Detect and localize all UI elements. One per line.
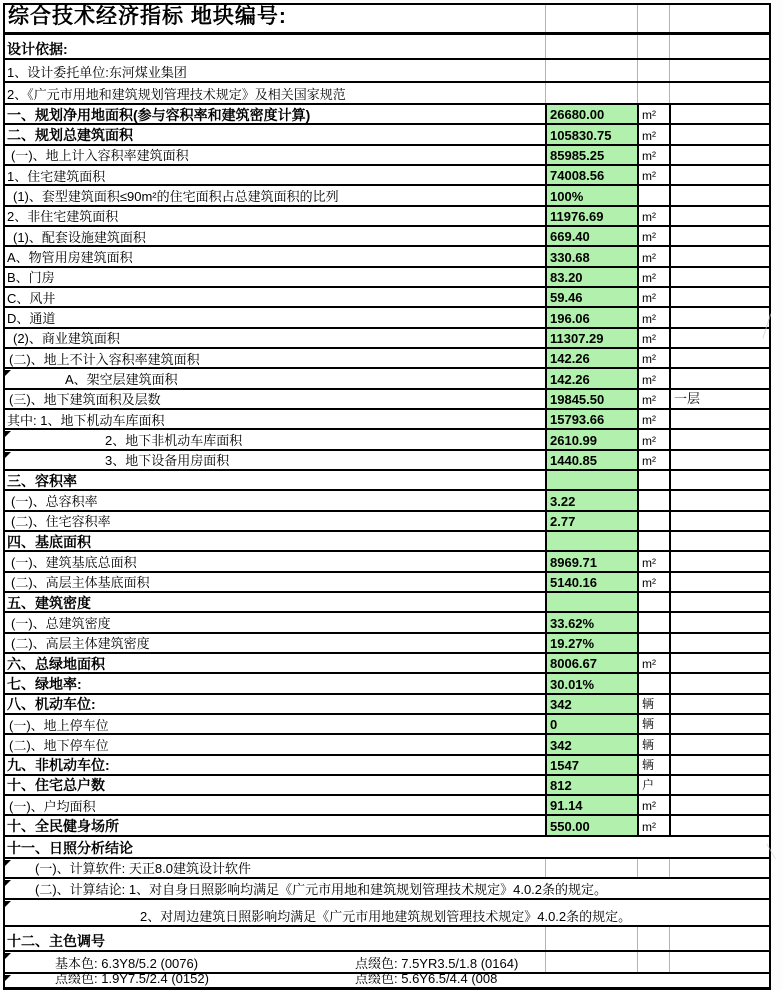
row-label: [5, 125, 545, 143]
value-cell: 91.14: [545, 796, 637, 814]
row-label: [5, 451, 545, 469]
remark-cell: [669, 349, 769, 367]
row-label: [5, 491, 545, 509]
remark-cell: [669, 552, 769, 570]
value-cell: 669.40: [545, 227, 637, 245]
remark-cell: [669, 329, 769, 347]
row-label: [5, 634, 545, 652]
row-label-text: 2、非住宅建筑面积: [7, 209, 119, 225]
row-label: [5, 308, 545, 326]
row-label-text: (一)、总容积率: [11, 493, 98, 509]
table-row: [5, 288, 769, 308]
row-label: [5, 166, 545, 184]
table-row: [5, 390, 769, 410]
row-label-text: 设计依据:: [7, 41, 68, 58]
row-label: [5, 674, 545, 692]
remark-cell: [669, 247, 769, 265]
table-row: [5, 971, 769, 990]
value-cell: 0: [545, 715, 637, 733]
remark-cell: [669, 859, 769, 877]
remark-cell: [669, 573, 769, 591]
table-row: [5, 756, 769, 776]
table-row: [5, 349, 769, 369]
unit-cell: m²: [637, 146, 669, 164]
row-label-text: 2、对周边建筑日照影响均满足《广元市用地建筑规划管理技术规定》4.0.2条的规定。: [140, 909, 632, 925]
row-label-text: (二)、地下停车位: [9, 737, 109, 753]
table-row: [5, 369, 769, 389]
row-label-text: 3、地下设备用房面积: [105, 453, 230, 469]
value-cell: 1440.85: [545, 451, 637, 469]
value-cell: [545, 593, 637, 611]
table-row: [5, 83, 769, 105]
unit-cell: m²: [637, 308, 669, 326]
row-label-text: (一)、计算软件: 天正8.0建筑设计软件: [35, 861, 251, 877]
row-label: [5, 796, 545, 814]
row-label: [5, 695, 545, 713]
table-row: [5, 512, 769, 532]
table-row: [5, 837, 769, 859]
row-label-text: 基本色: 6.3Y8/5.2 (0076): [55, 956, 199, 972]
row-label-text: A、物管用房建筑面积: [7, 249, 133, 265]
row-label-text: D、通道: [7, 310, 56, 326]
row-label: [5, 60, 545, 81]
row-label-text: 2、《广元市用地和建筑规划管理技术规定》及相关国家规范: [7, 87, 346, 103]
value-cell: 74008.56: [545, 166, 637, 184]
table-row: [5, 735, 769, 755]
row-label-text: 其中: 1、地下机动车库面积: [7, 412, 165, 428]
row-label: [5, 776, 545, 794]
remark-cell: [669, 268, 769, 286]
table-row: [5, 634, 769, 654]
table-row: [5, 308, 769, 328]
table-row: [5, 654, 769, 674]
value-cell: 1547: [545, 756, 637, 774]
row-label-secondary: 点缀色: 7.5YR3.5/1.8 (0164): [355, 956, 519, 972]
row-label: [5, 573, 545, 591]
table-row-title: [5, 5, 769, 35]
row-label: [5, 654, 545, 672]
remark-cell: [669, 451, 769, 469]
row-label: [5, 971, 769, 987]
value-cell: 11307.29: [545, 329, 637, 347]
row-label-text: C、风井: [7, 290, 56, 306]
unit-cell: m²: [637, 349, 669, 367]
row-label: [5, 900, 769, 925]
unit-cell: m²: [637, 227, 669, 245]
unit-cell: m²: [637, 552, 669, 570]
value-cell: 59.46: [545, 288, 637, 306]
row-label: [5, 186, 545, 204]
remark-cell: [669, 927, 769, 950]
unit-cell: [637, 674, 669, 692]
corner-flag-icon: [3, 953, 11, 961]
table-row: [5, 573, 769, 593]
row-label: [5, 369, 545, 387]
value-cell: 15793.66: [545, 410, 637, 428]
row-label-text: 十、住宅总户数: [7, 777, 105, 794]
row-label-secondary: 点缀色: 5.6Y6.5/4.4 (008: [355, 971, 498, 987]
corner-flag-icon: [3, 860, 11, 868]
row-label-text: (二)、高层主体建筑密度: [11, 636, 150, 652]
unit-cell: m²: [637, 105, 669, 123]
unit-cell: [637, 186, 669, 204]
remark-cell: [669, 735, 769, 753]
unit-cell: m²: [637, 369, 669, 387]
remark-cell: [669, 634, 769, 652]
corner-flag-icon: [3, 880, 11, 888]
value-cell: 142.26: [545, 349, 637, 367]
table-row: [5, 900, 769, 927]
remark-cell: [669, 288, 769, 306]
table-row: [5, 552, 769, 572]
remark-cell: 一层: [669, 390, 769, 408]
remark-cell: [669, 532, 769, 550]
table-row: [5, 613, 769, 633]
row-label: [5, 532, 545, 550]
unit-cell: m²: [637, 390, 669, 408]
table-row: [5, 859, 769, 879]
remark-cell: [669, 60, 769, 81]
row-label-text: (1)、配套设施建筑面积: [13, 229, 146, 245]
table-row: [5, 105, 769, 125]
value-cell: 30.01%: [545, 674, 637, 692]
value-cell: 342: [545, 735, 637, 753]
row-label-text: (二)、高层主体基底面积: [11, 575, 150, 591]
value-cell: 83.20: [545, 268, 637, 286]
value-cell: 342: [545, 695, 637, 713]
value-cell: 19845.50: [545, 390, 637, 408]
unit-cell: m²: [637, 654, 669, 672]
corner-flag-icon: [3, 452, 11, 460]
row-label-text: 一、规划净用地面积(参与容积率和建筑密度计算): [7, 106, 311, 123]
row-label-text: (一)、户均面积: [9, 798, 96, 814]
unit-cell: [637, 634, 669, 652]
remark-cell: [669, 613, 769, 631]
unit-cell: [637, 532, 669, 550]
value-cell: 105830.75: [545, 125, 637, 143]
table-row: [5, 146, 769, 166]
unit-cell: m²: [637, 796, 669, 814]
row-label: [5, 247, 545, 265]
row-label-text: (一)、总建筑密度: [11, 615, 111, 631]
remark-cell: [669, 756, 769, 774]
value-cell: 19.27%: [545, 634, 637, 652]
table-row: [5, 35, 769, 60]
table-rows: [5, 35, 769, 990]
row-label-text: 五、建筑密度: [7, 594, 91, 611]
row-label-text: (二)、住宅容积率: [11, 514, 111, 530]
row-label-text: 十、全民健身场所: [7, 818, 119, 835]
value-cell: 11976.69: [545, 207, 637, 225]
unit-cell: 辆: [637, 715, 669, 733]
unit-cell: [637, 593, 669, 611]
row-label-text: 1、设计委托单位:东河煤业集团: [7, 65, 187, 81]
row-label: [5, 927, 545, 950]
row-label-text: 1、住宅建筑面积: [7, 168, 106, 184]
row-label-text: (一)、地上计入容积率建筑面积: [11, 148, 189, 164]
remark-cell: [669, 125, 769, 143]
unit-cell: 辆: [637, 735, 669, 753]
row-label: [5, 879, 769, 898]
unit-cell: m²: [637, 410, 669, 428]
row-label: [5, 288, 545, 306]
row-label-text: B、门房: [7, 270, 55, 286]
row-label: [5, 593, 545, 611]
unit-cell: [637, 859, 669, 877]
row-label-text: (三)、地下建筑面积及层数: [9, 392, 161, 408]
unit-cell: m²: [637, 207, 669, 225]
remark-cell: [669, 512, 769, 530]
table-row: [5, 816, 769, 836]
value-cell: 100%: [545, 186, 637, 204]
corner-flag-icon: [3, 431, 11, 439]
value-cell: [545, 532, 637, 550]
row-label-text: 六、总绿地面积: [7, 655, 105, 672]
row-label-text: (2)、商业建筑面积: [13, 331, 120, 347]
table-row: [5, 207, 769, 227]
table-row: [5, 715, 769, 735]
remark-cell: [669, 491, 769, 509]
remark-cell: [669, 369, 769, 387]
value-cell: 2610.99: [545, 430, 637, 448]
row-label: [5, 471, 545, 489]
row-label: [5, 952, 545, 972]
row-label-text: 2、地下非机动车库面积: [105, 432, 243, 448]
value-cell: [545, 60, 637, 81]
row-label: [5, 552, 545, 570]
unit-cell: [637, 952, 669, 972]
table-row: [5, 796, 769, 816]
title-text: 综合技术经济指标 地块编号:: [8, 4, 287, 28]
value-cell: 8006.67: [545, 654, 637, 672]
remark-cell: [669, 410, 769, 428]
row-label-text: 三、容积率: [7, 472, 77, 489]
row-label-text: 八、机动车位:: [7, 696, 96, 713]
unit-cell: m²: [637, 125, 669, 143]
remark-cell: [669, 227, 769, 245]
value-cell: 8969.71: [545, 552, 637, 570]
row-label: [5, 207, 545, 225]
remark-cell: [669, 816, 769, 834]
unit-cell: m²: [637, 268, 669, 286]
row-label-text: (二)、计算结论: 1、对自身日照影响均满足《广元市用地和建筑规划管理技术规定》4.0.2条的规定。: [35, 882, 608, 898]
remark-cell: [669, 654, 769, 672]
table-row: [5, 451, 769, 471]
row-label: [5, 512, 545, 530]
row-label-text: 四、基底面积: [7, 533, 91, 550]
unit-cell: [637, 60, 669, 81]
unit-cell: m²: [637, 451, 669, 469]
remark-cell: [669, 593, 769, 611]
row-label: [5, 837, 769, 857]
corner-flag-icon: [3, 975, 11, 983]
table-row: [5, 879, 769, 900]
row-label: [5, 349, 545, 367]
row-label: [5, 816, 545, 834]
row-label: [5, 35, 545, 58]
unit-cell: 辆: [637, 756, 669, 774]
unit-cell: m²: [637, 329, 669, 347]
table-row: [5, 125, 769, 145]
value-cell: 196.06: [545, 308, 637, 326]
unit-cell: m²: [637, 430, 669, 448]
remark-cell: [669, 695, 769, 713]
table-row: [5, 674, 769, 694]
indicator-table: [3, 3, 771, 990]
table-row: [5, 471, 769, 491]
value-cell: 5140.16: [545, 573, 637, 591]
table-row: [5, 695, 769, 715]
unit-cell: [637, 927, 669, 950]
row-label-text: 十二、主色调号: [7, 933, 105, 950]
row-label-text: (二)、地上不计入容积率建筑面积: [9, 351, 200, 367]
unit-cell: m²: [637, 166, 669, 184]
remark-cell: [669, 776, 769, 794]
table-row: [5, 186, 769, 206]
table-row: [5, 593, 769, 613]
value-cell: 33.62%: [545, 613, 637, 631]
row-label: [5, 83, 545, 103]
remark-cell: [669, 186, 769, 204]
unit-cell: m²: [637, 247, 669, 265]
value-cell: [545, 83, 637, 103]
value-cell: 85985.25: [545, 146, 637, 164]
corner-flag-icon: [3, 370, 11, 378]
table-row: [5, 532, 769, 552]
row-label-text: 九、非机动车位:: [7, 757, 110, 774]
table-row: [5, 166, 769, 186]
row-label: [5, 410, 545, 428]
remark-cell: [669, 146, 769, 164]
row-label: [5, 756, 545, 774]
row-label: [5, 268, 545, 286]
row-label-text: (一)、建筑基底总面积: [11, 554, 137, 570]
row-label-text: (一)、地上停车位: [9, 717, 109, 733]
row-label: [5, 390, 545, 408]
table-row: [5, 491, 769, 511]
value-cell: 3.22: [545, 491, 637, 509]
row-label-text: 点缀色: 1.9Y7.5/2.4 (0152): [55, 971, 209, 987]
remark-cell: [669, 674, 769, 692]
remark-cell: [669, 166, 769, 184]
table-row: [5, 247, 769, 267]
remark-cell: [669, 715, 769, 733]
row-label-text: 二、规划总建筑面积: [7, 126, 133, 143]
remark-cell: [669, 5, 769, 32]
table-row: [5, 776, 769, 796]
value-cell: 812: [545, 776, 637, 794]
remark-cell: [669, 952, 769, 972]
row-label: [5, 859, 545, 877]
unit-cell: 辆: [637, 695, 669, 713]
remark-cell: [669, 207, 769, 225]
row-label: [5, 329, 545, 347]
row-label: [5, 715, 545, 733]
value-cell: [545, 927, 637, 950]
unit-cell: [637, 5, 669, 32]
table-row: [5, 268, 769, 288]
table-row: [5, 329, 769, 349]
value-cell: [545, 35, 637, 58]
value-cell: [545, 471, 637, 489]
value-cell: [545, 859, 637, 877]
table-row: [5, 410, 769, 430]
remark-cell: [669, 471, 769, 489]
unit-cell: m²: [637, 573, 669, 591]
value-cell: [545, 5, 637, 32]
remark-cell: [669, 105, 769, 123]
unit-cell: [637, 512, 669, 530]
value-cell: 142.26: [545, 369, 637, 387]
remark-cell: [669, 308, 769, 326]
row-label: [5, 146, 545, 164]
unit-cell: [637, 471, 669, 489]
page-title: [5, 5, 545, 32]
table-row: [5, 927, 769, 952]
value-cell: 550.00: [545, 816, 637, 834]
corner-flag-icon: [3, 901, 11, 909]
row-label: [5, 613, 545, 631]
unit-cell: [637, 491, 669, 509]
remark-cell: [669, 796, 769, 814]
row-label-text: 七、绿地率:: [7, 675, 82, 692]
row-label-text: A、架空层建筑面积: [65, 371, 178, 387]
remark-cell: [669, 83, 769, 103]
value-cell: 26680.00: [545, 105, 637, 123]
row-label: [5, 430, 545, 448]
remark-cell: [669, 35, 769, 58]
remark-cell: [669, 430, 769, 448]
table-row: [5, 430, 769, 450]
value-cell: 2.77: [545, 512, 637, 530]
row-label-text: 十一、日照分析结论: [7, 840, 133, 857]
unit-cell: [637, 35, 669, 58]
unit-cell: m²: [637, 816, 669, 834]
row-label-text: (1)、套型建筑面积≤90m²的住宅面积占总建筑面积的比列: [13, 189, 339, 204]
value-cell: 330.68: [545, 247, 637, 265]
row-label: [5, 227, 545, 245]
table-row: [5, 60, 769, 83]
row-label: [5, 105, 545, 123]
unit-cell: m²: [637, 288, 669, 306]
value-cell: [545, 952, 637, 972]
table-row: [5, 227, 769, 247]
row-label: [5, 735, 545, 753]
unit-cell: [637, 83, 669, 103]
unit-cell: 户: [637, 776, 669, 794]
unit-cell: [637, 613, 669, 631]
